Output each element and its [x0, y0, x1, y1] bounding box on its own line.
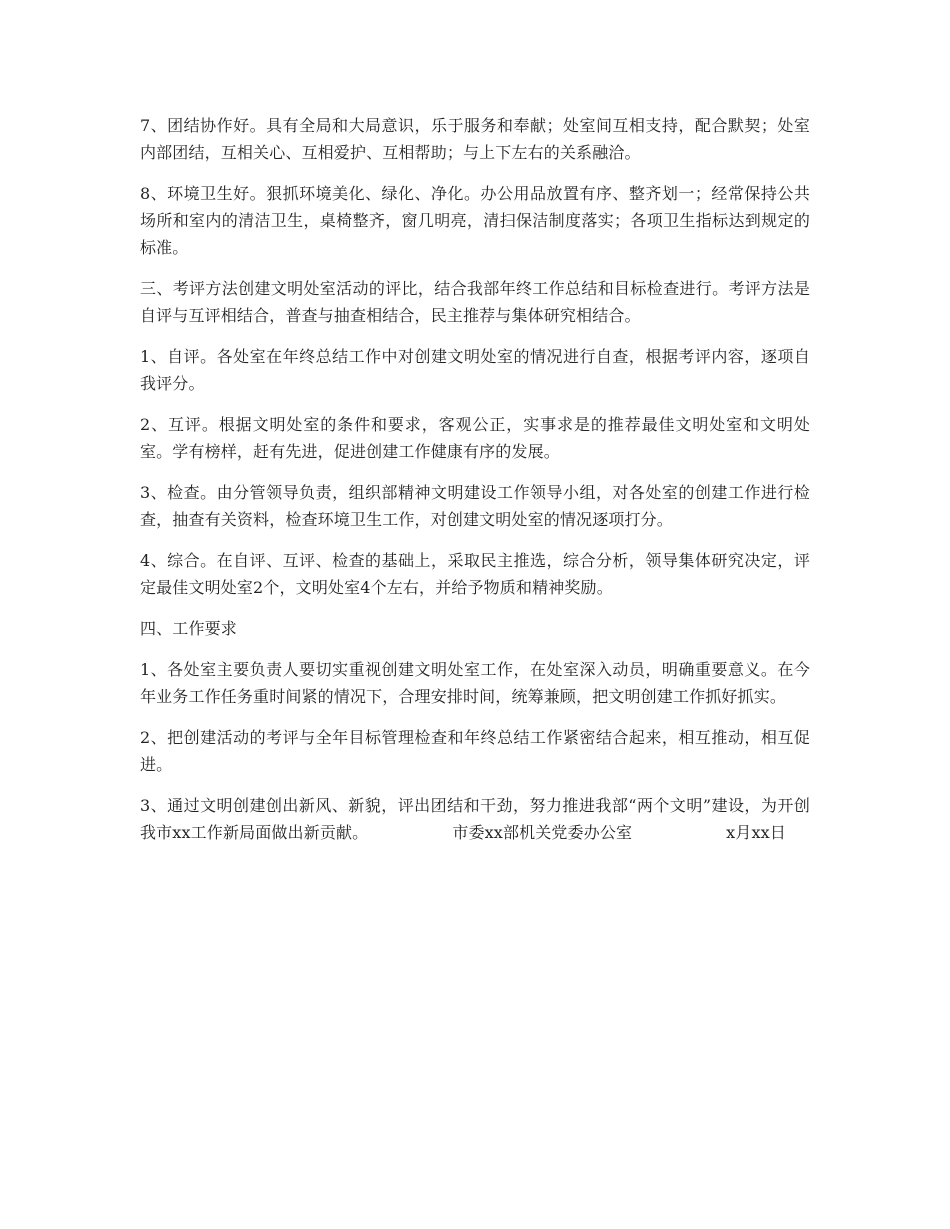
paragraph-requirement-3-closing [140, 792, 810, 846]
section-heading-4-requirements: 四、工作要求 [140, 619, 237, 638]
paragraph-requirement-1: 1、各处室主要负责人要切实重视创建文明处室工作，在处室深入动员，明确重要意义。在今年业务工作任务重时间紧的情况下，合理安排时间，统筹兼顾，把文明创建工作抓好抓实。 [140, 660, 810, 706]
paragraph-comprehensive: 4、综合。在自评、互评、检查的基础上，采取民主推选，综合分析，领导集体研究决定，评定最佳文明处室2个，文明处室4个左右，并给予物质和精神奖励。 [140, 551, 810, 597]
paragraph-item-8-hygiene: 8、环境卫生好。狠抓环境美化、绿化、净化。办公用品放置有序、整齐划一；经常保持公共场所和室内的清洁卫生，桌椅整齐，窗几明亮，清扫保洁制度落实；各项卫生指标达到规定的标准。 [140, 184, 810, 257]
paragraph-inspection: 3、检查。由分管领导负责，组织部精神文明建设工作领导小组，对各处室的创建工作进行检查，抽查有关资料，检查环境卫生工作，对创建文明处室的情况逐项打分。 [140, 483, 810, 529]
paragraph-mutual-evaluation: 2、互评。根据文明处室的条件和要求，客观公正，实事求是的推荐最佳文明处室和文明处室。学有榜样，赶有先进，促进创建工作健康有序的发展。 [140, 415, 810, 461]
document-body [140, 112, 810, 846]
paragraph-self-evaluation: 1、自评。各处室在年终总结工作中对创建文明处室的情况进行自查，根据考评内容，逐项自我评分。 [140, 347, 810, 393]
closing-text: 3、通过文明创建创出新风、新貌，评出团结和干劲，努力推进我部“两个文明”建设，为开创我市xx工作新局面做出新贡献。 [140, 796, 810, 842]
paragraph-item-7-teamwork: 7、团结协作好。具有全局和大局意识，乐于服务和奉献；处室间互相支持，配合默契；处室内部团结，互相关心、互相爱护、互相帮助；与上下左右的关系融洽。 [140, 116, 810, 162]
signature-office: 市委xx部机关党委办公室 [452, 823, 633, 842]
signature-date: x月xx日 [726, 823, 786, 842]
paragraph-section-3-method: 三、考评方法创建文明处室活动的评比，结合我部年终工作总结和目标检查进行。考评方法是自评与互评相结合，普查与抽查相结合，民主推荐与集体研究相结合。 [140, 279, 810, 325]
paragraph-requirement-2: 2、把创建活动的考评与全年目标管理检查和年终总结工作紧密结合起来，相互推动，相互促进。 [140, 728, 810, 774]
